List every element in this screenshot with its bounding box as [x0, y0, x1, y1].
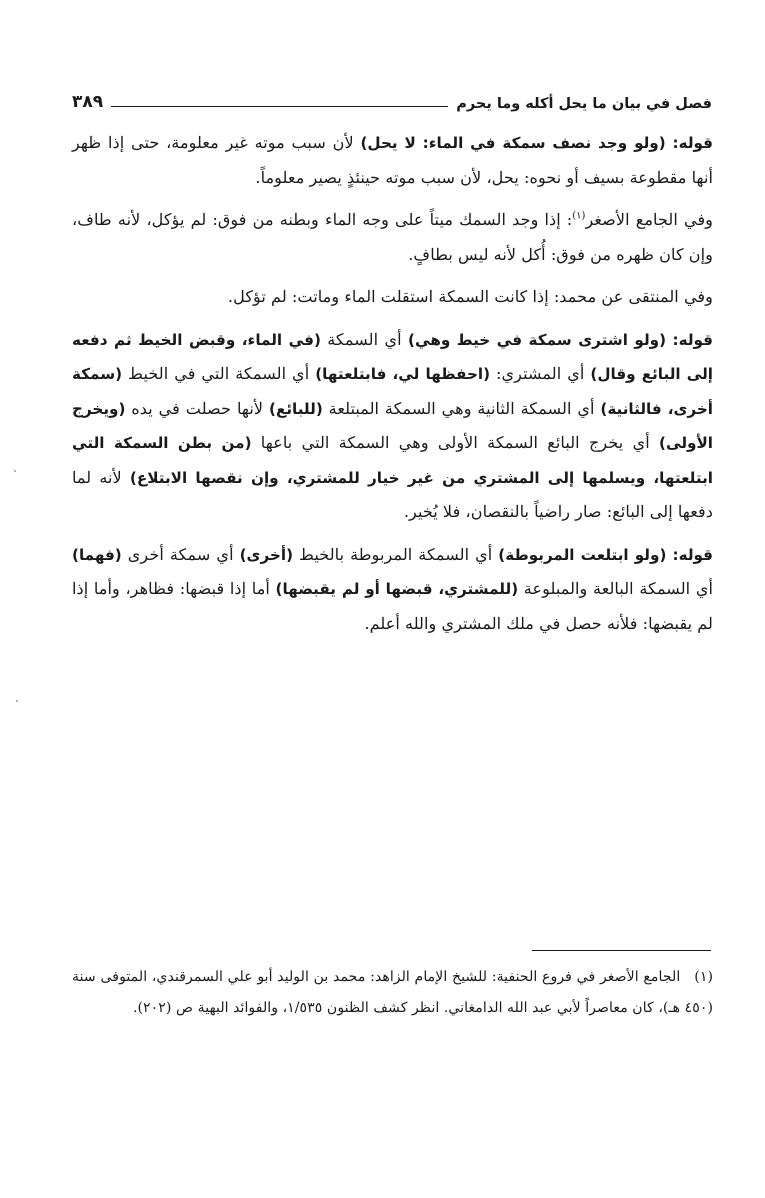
- scan-speck: [16, 700, 18, 702]
- footnote: [72, 962, 713, 1024]
- text-run: لأن سبب موته غير معلومة، حتى إذا ظهر أنها مقطوعة بسيف أو نحوه: يحل، لأن سبب موته حينئذٍ يصير معلوماً.: [72, 133, 713, 187]
- running-header: [72, 86, 712, 112]
- paragraph: [72, 280, 713, 315]
- text-run: أي السمكة المربوطة بالخيط: [293, 544, 499, 564]
- footnote-ref: (١): [572, 210, 586, 222]
- bold-quote: (سمكة أخرى، فالثانية): [72, 365, 713, 418]
- text-run: أما إذا قبضها: فظاهر، وأما إذا لم يقبضها: فلأنه حصل في ملك المشتري والله أعلم.: [72, 579, 713, 633]
- bold-quote: (ويخرج الأولى): [72, 399, 713, 452]
- text-run: : إذا وجد السمك ميتاً على وجه الماء وبطنه من فوق: لم يؤكل، لأنه طاف، وإن كان ظهره من فوق: أُكل لأنه ليس بطافٍ.: [72, 210, 713, 264]
- text-run: أي السمكة الثانية وهي السمكة المبتلعة: [322, 398, 601, 418]
- bold-quote: (في الماء، وقبض الخيط ثم دفعه إلى البائع وقال): [72, 330, 714, 383]
- text-run: لأنها حصلت في يده: [125, 398, 269, 418]
- text-run: أي السمكة: [320, 329, 409, 349]
- paragraph: [72, 203, 713, 272]
- footnote-separator: [532, 950, 711, 951]
- paragraph: [72, 538, 713, 642]
- text-run: أي سمكة أخرى: [121, 544, 240, 564]
- paragraph: [72, 323, 713, 530]
- main-text: [72, 126, 713, 649]
- text-run: أي السمكة التي في الخيط: [122, 364, 316, 383]
- footnote-text: الجامع الأصغر في فروع الحنفية: للشيخ الإمام الزاهد: محمد بن الوليد أبو علي السمرقندي، المتوفى سنة (٤٥٠ هـ)، كان معاصراً لأبي عبد الله الدامغاني. انظر كشف الظنون ١/٥٣٥، والفوائد البهية ص (٢٠٢).: [72, 969, 713, 1016]
- footnote-number: (١): [694, 969, 713, 985]
- scan-speck: [14, 470, 16, 472]
- bold-quote: (من بطن السمكة التي ابتلعتها، ويسلمها إلى المشتري من غير خيار للمشتري، وإن نقصها الابتلاع): [72, 434, 713, 487]
- page-number: ٣٨٩: [72, 92, 104, 112]
- text-run: لأنه لما دفعها إلى البائع: صار راضياً بالنقصان، فلا يُخير.: [72, 467, 713, 521]
- text-run: أي يخرج البائع السمكة الأولى وهي السمكة التي باعها: [251, 433, 660, 452]
- chapter-title: فصل في بيان ما يحل أكله وما يحرم: [456, 96, 712, 112]
- text-run: وفي المنتقى عن محمد: إذا كانت السمكة استقلت الماء وماتت: لم تؤكل.: [227, 287, 713, 306]
- bold-quote: (للبائع): [269, 399, 323, 418]
- text-run: وفي الجامع الأصغر: [585, 210, 713, 229]
- bold-quote: (أخرى): [239, 545, 294, 564]
- bold-quote: (للمشتري، قبضها أو لم يقبضها): [275, 580, 519, 598]
- bold-quote: (فهما): [72, 545, 122, 564]
- bold-quote: قوله: (ولو اشترى سمكة في خيط وهي): [408, 330, 713, 349]
- header-rule: [111, 106, 448, 107]
- paragraph: [72, 126, 713, 195]
- bold-quote: (احفظها لي، فابتلعتها): [315, 365, 491, 383]
- bold-quote: قوله: (ولو ابتلعت المربوطة): [498, 545, 713, 564]
- bold-quote: قوله: (ولو وجد نصف سمكة في الماء: لا يحل): [360, 134, 713, 152]
- text-run: أي المشتري:: [490, 364, 591, 383]
- text-run: أي السمكة البالعة والمبلوعة: [518, 579, 714, 598]
